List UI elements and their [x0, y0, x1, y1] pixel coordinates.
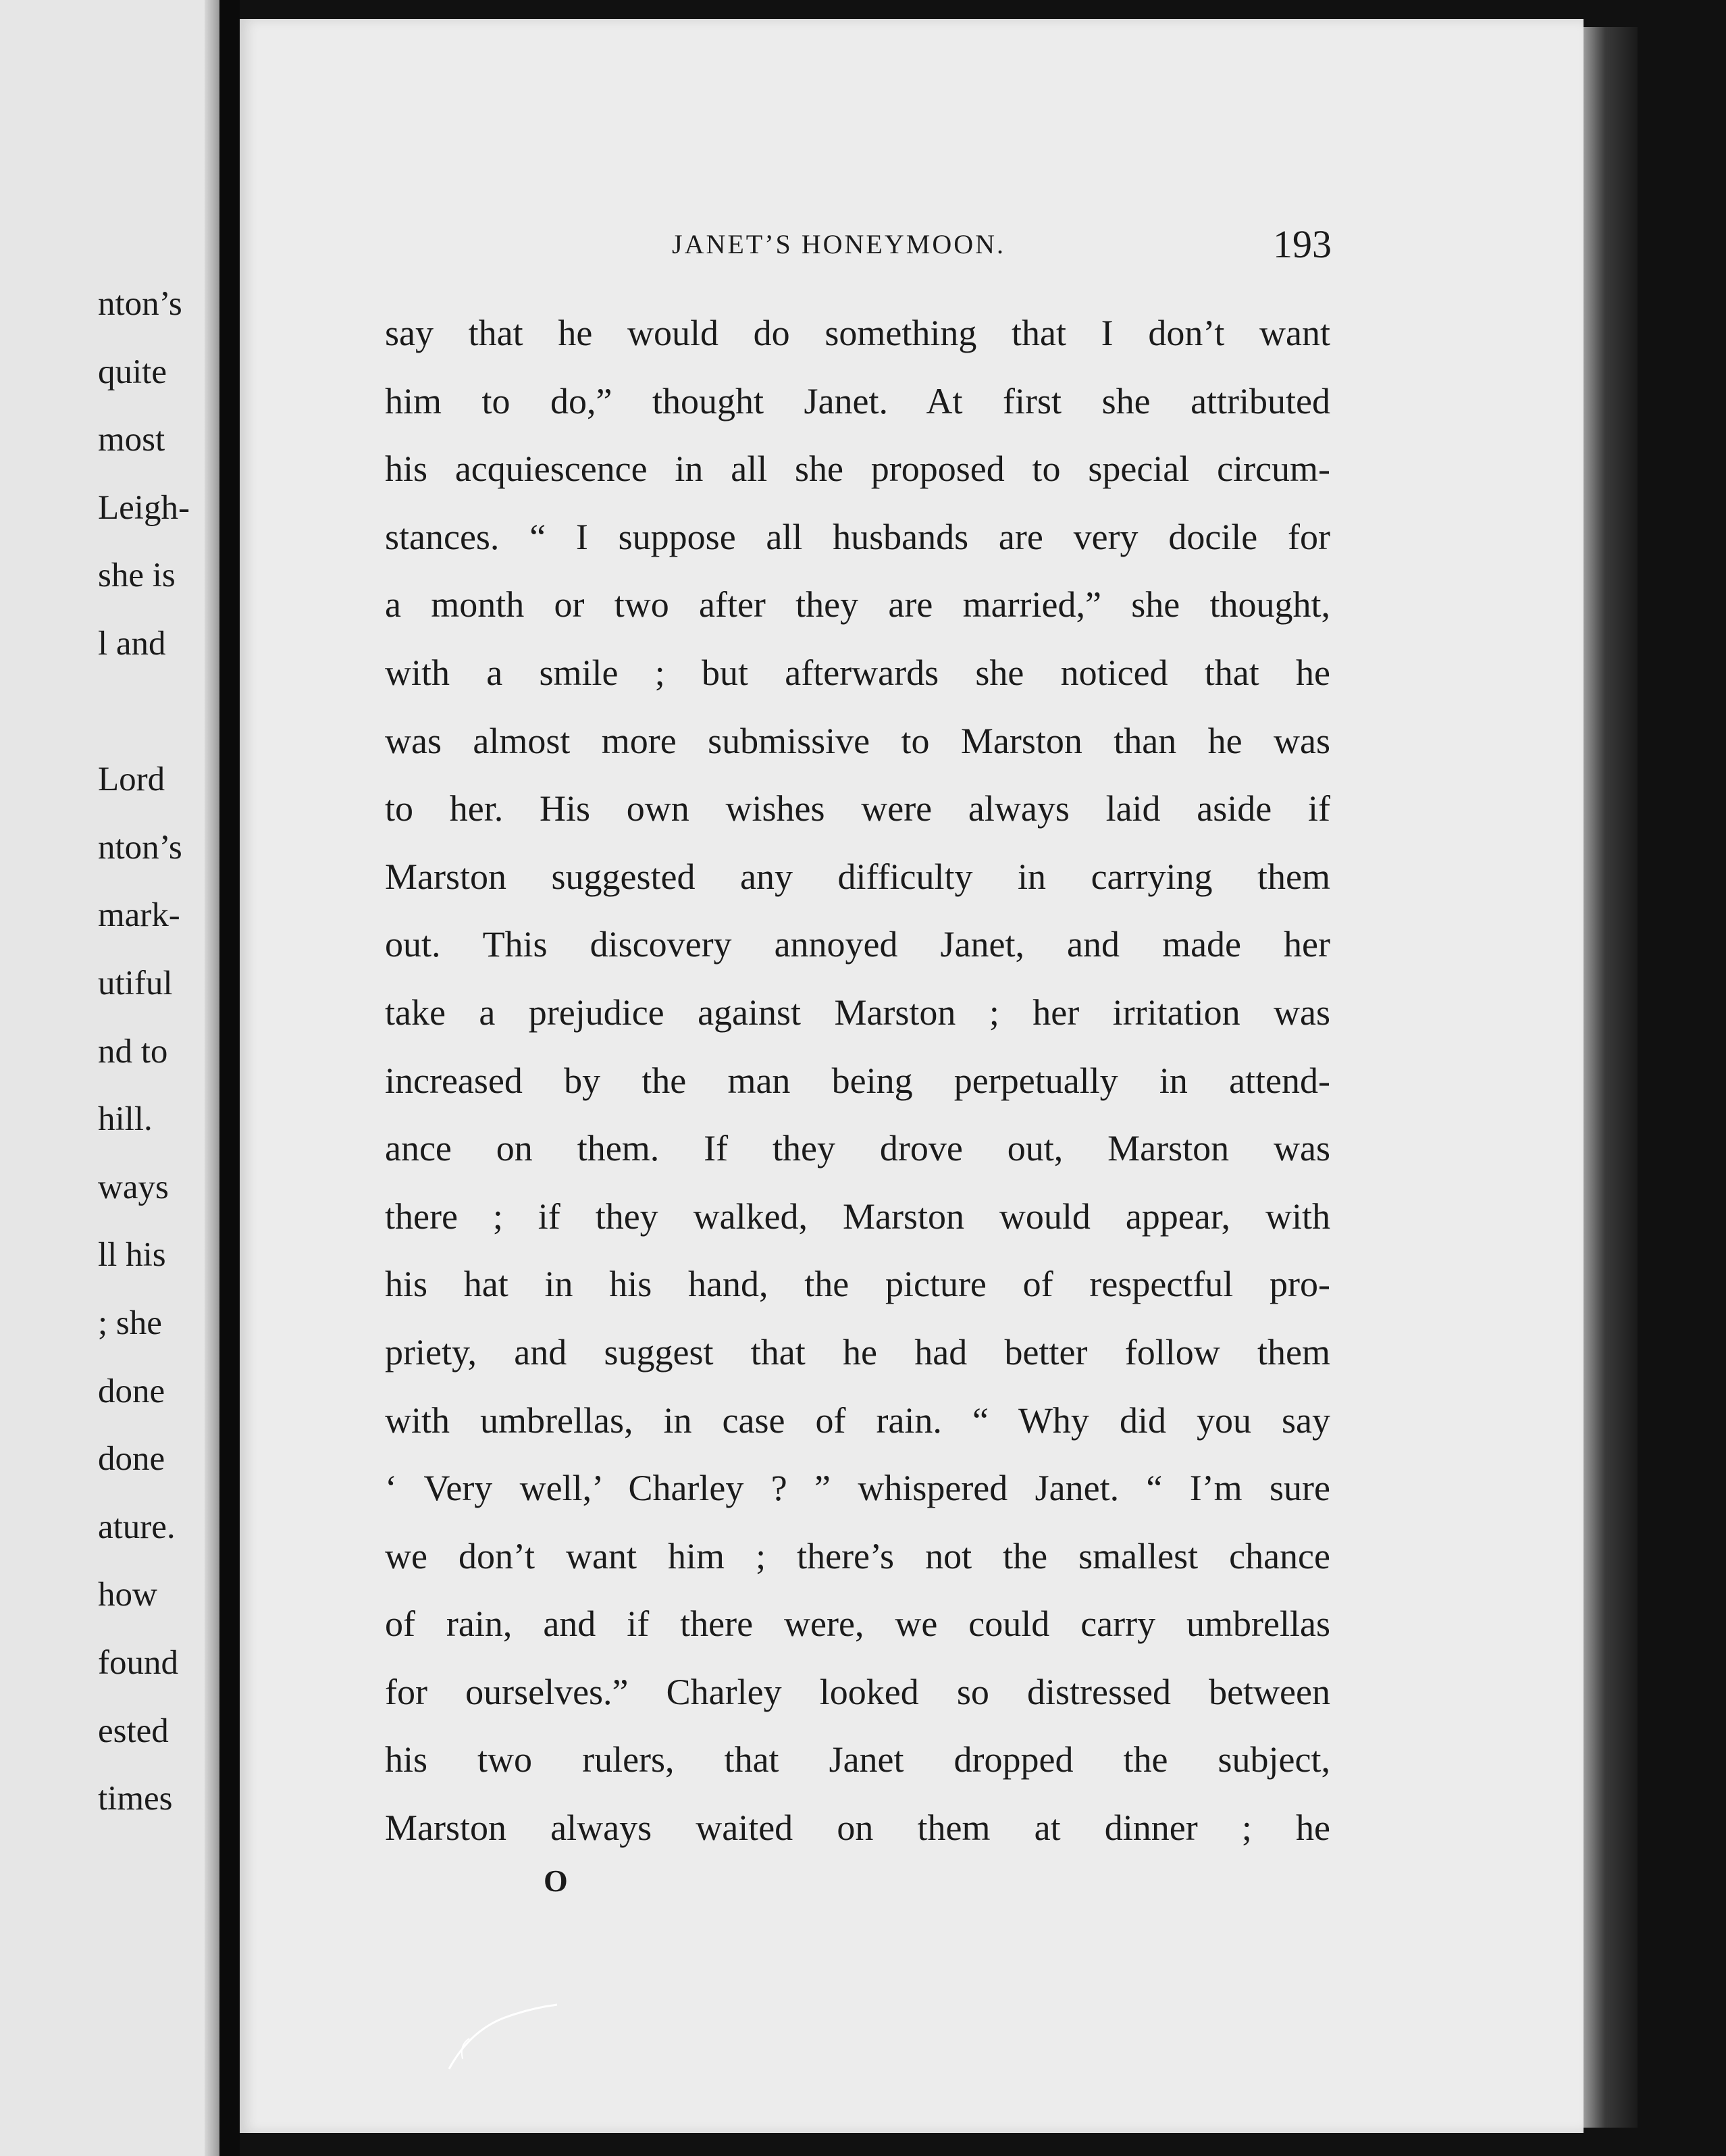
book-page: [240, 19, 1584, 2133]
previous-page-line: Leigh-: [98, 488, 190, 527]
text-line: his two rulers, that Janet dropped the subject,: [385, 1739, 1330, 1780]
body-text: [385, 299, 1330, 1862]
previous-page-fragment: [0, 0, 219, 2156]
page-number: 193: [1273, 222, 1332, 266]
previous-page-line: she is: [98, 557, 176, 595]
previous-page-line: quite: [98, 353, 167, 391]
previous-page-line: how: [98, 1576, 157, 1614]
previous-page-line: Lord: [98, 761, 165, 799]
previous-page-line: done: [98, 1372, 165, 1410]
text-line: Marston suggested any difficulty in carrying them: [385, 856, 1330, 897]
running-head: [240, 222, 1584, 276]
previous-page-line: hill.: [98, 1100, 153, 1139]
previous-page-line: ll his: [98, 1236, 166, 1275]
stray-mark-icon: [442, 1991, 591, 2079]
previous-page-line: mark-: [98, 896, 180, 935]
previous-page-line: nton’s: [98, 285, 182, 323]
text-line: of rain, and if there were, we could carry umbrellas: [385, 1603, 1330, 1645]
text-line: with umbrellas, in case of rain. “ Why did you say: [385, 1400, 1330, 1441]
previous-page-line: most: [98, 421, 165, 459]
previous-page-line: ; she: [98, 1304, 162, 1342]
previous-page-line: ested: [98, 1712, 169, 1750]
text-line: him to do,” thought Janet. At first she attributed: [385, 380, 1330, 421]
text-line: there ; if they walked, Marston would appear, with: [385, 1196, 1330, 1237]
previous-page-line: nd to: [98, 1032, 168, 1071]
text-line: Marston always waited on them at dinner ; he: [385, 1807, 1330, 1849]
previous-page-line: done: [98, 1440, 165, 1479]
previous-page-line: ways: [98, 1168, 169, 1206]
text-line: we don’t want him ; there’s not the smallest chance: [385, 1535, 1330, 1576]
text-line: take a prejudice against Marston ; her irritation was: [385, 992, 1330, 1033]
text-line: to her. His own wishes were always laid aside if: [385, 788, 1330, 829]
previous-page-line: l and: [98, 625, 166, 663]
text-line: out. This discovery annoyed Janet, and made her: [385, 924, 1330, 965]
text-line: for ourselves.” Charley looked so distressed between: [385, 1671, 1330, 1712]
previous-page-line: times: [98, 1780, 173, 1818]
running-title: JANET’S HONEYMOON.: [672, 229, 1005, 259]
previous-page-line: utiful: [98, 965, 173, 1002]
text-line: priety, and suggest that he had better follow them: [385, 1331, 1330, 1372]
page-fold-shadow: [205, 0, 219, 2156]
text-line: a month or two after they are married,” she thought,: [385, 584, 1330, 625]
previous-page-line: nton’s: [98, 828, 182, 867]
previous-page-line: found: [98, 1644, 178, 1682]
text-line: his hat in his hand, the picture of respectful pro-: [385, 1264, 1330, 1305]
text-line: was almost more submissive to Marston than he was: [385, 720, 1330, 761]
previous-page-line: ature.: [98, 1508, 176, 1546]
page-stack-edge: [1584, 27, 1638, 2128]
text-line: increased by the man being perpetually in attend-: [385, 1060, 1330, 1101]
text-line: ‘ Very well,’ Charley ? ” whispered Janet. “ I’m sure: [385, 1468, 1330, 1509]
book-gutter: [219, 0, 240, 2156]
text-line: with a smile ; but afterwards she noticed that he: [385, 652, 1330, 693]
text-line: say that he would do something that I don’t want: [385, 313, 1330, 353]
text-line: ance on them. If they drove out, Marston was: [385, 1128, 1330, 1169]
text-line: stances. “ I suppose all husbands are very docile for: [385, 516, 1330, 557]
text-line: his acquiescence in all she proposed to special circum-: [385, 448, 1330, 490]
signature-mark: O: [544, 1864, 568, 1898]
